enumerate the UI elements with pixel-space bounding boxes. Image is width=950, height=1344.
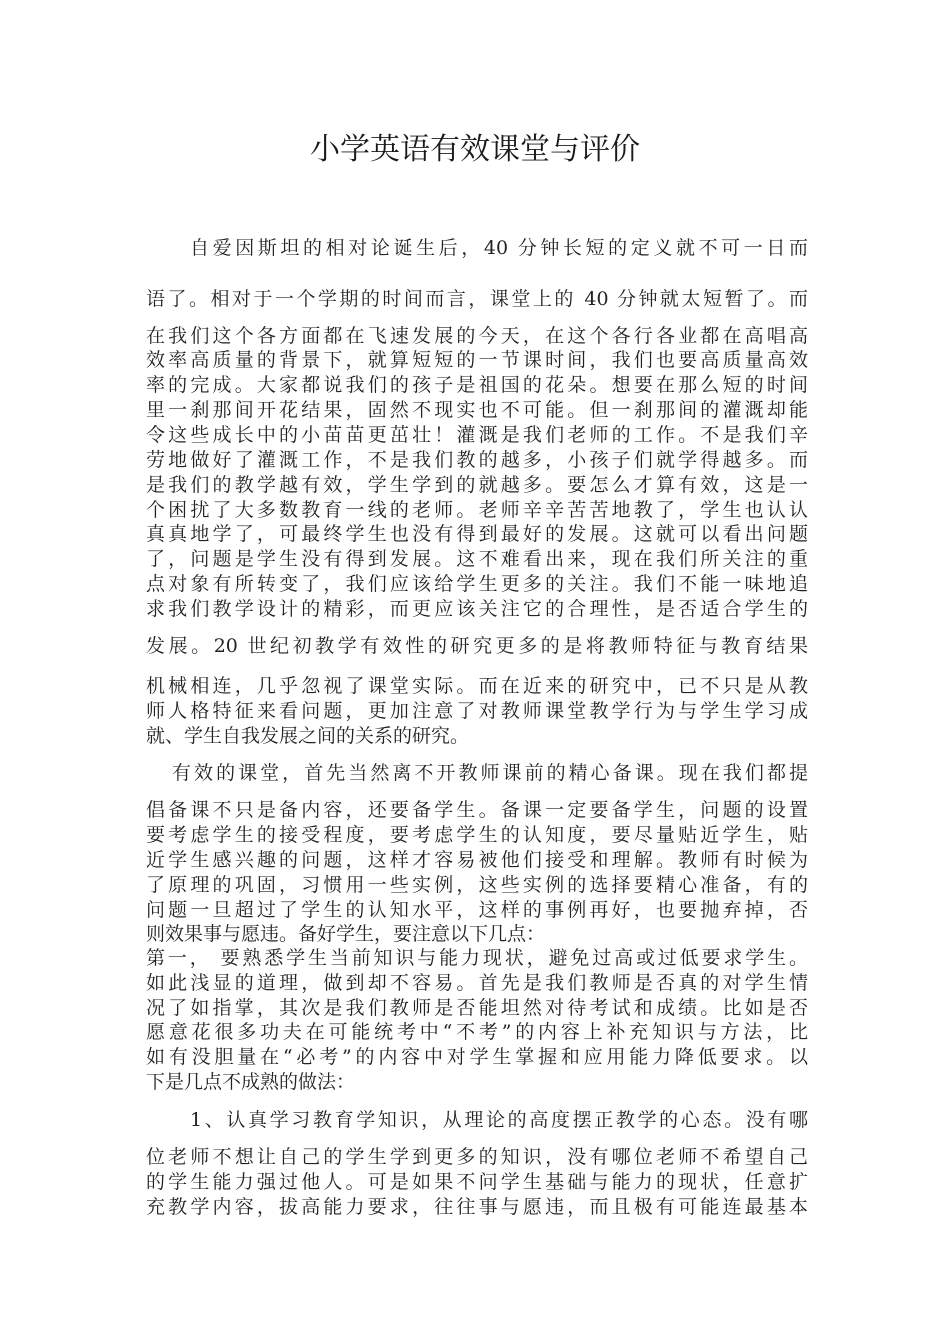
paragraph-line: 师人格特征来看问题，更加注意了对教师课堂教学行为与学生学习成 xyxy=(146,700,808,722)
paragraph-line: 的学生能力强过他人。可是如果不问学生基础与能力的现状，任意扩 xyxy=(146,1171,808,1193)
paragraph-line: 里一刹那间开花结果，固然不现实也不可能。但一刹那间的灌溉却能 xyxy=(146,399,808,421)
paragraph-line: 了原理的巩固，习惯用一些实例，这些实例的选择要精心准备，有的 xyxy=(146,874,808,896)
document-title: 小学英语有效课堂与评价 xyxy=(310,132,640,167)
paragraph-line: 自爱因斯坦的相对论诞生后，40 分钟长短的定义就不可一日而 xyxy=(190,237,808,259)
paragraph-line: 就、学生自我发展之间的关系的研究。 xyxy=(146,725,470,747)
paragraph-line: 效率高质量的背景下，就算短短的一节课时间，我们也要高质量高效 xyxy=(146,349,808,371)
paragraph-line: 劳地做好了灌溉工作，不是我们教的越多，小孩子们就学得越多。而 xyxy=(146,449,808,471)
paragraph-line: 愿意花很多功夫在可能统考中“不考”的内容上补充知识与方法，比 xyxy=(146,1021,808,1043)
paragraph-line: 况了如指掌，其次是我们教师是否能坦然对待考试和成绩。比如是否 xyxy=(146,997,808,1019)
paragraph-line: 充教学内容，拔高能力要求，往往事与愿违，而且极有可能连最基本 xyxy=(146,1196,808,1218)
paragraph-line: 求我们教学设计的精彩，而更应该关注它的合理性，是否适合学生的 xyxy=(146,598,808,620)
paragraph-line: 点对象有所转变了，我们应该给学生更多的关注。我们不能一味地追 xyxy=(146,573,808,595)
paragraph-line: 位老师不想让自己的学生学到更多的知识，没有哪位老师不希望自己 xyxy=(146,1146,808,1168)
paragraph-line: 了，问题是学生没有得到发展。这不难看出来，现在我们所关注的重 xyxy=(146,548,808,570)
paragraph-line: 有效的课堂，首先当然离不开教师课前的精心备课。现在我们都提 xyxy=(172,762,808,784)
paragraph-line: 令这些成长中的小苗苗更茁壮！灌溉是我们老师的工作。不是我们辛 xyxy=(146,424,808,446)
paragraph-line: 问题一旦超过了学生的认知水平，这样的事例再好，也要抛弃掉，否 xyxy=(146,899,808,921)
paragraph-line: 则效果事与愿违。备好学生，要注意以下几点： xyxy=(146,923,546,945)
paragraph-line: 发展。20 世纪初教学有效性的研究更多的是将教师特征与教育结果 xyxy=(146,635,808,657)
paragraph-line: 要考虑学生的接受程度，要考虑学生的认知度，要尽量贴近学生，贴 xyxy=(146,824,808,846)
paragraph-line: 近学生感兴趣的问题，这样才容易被他们接受和理解。教师有时候为 xyxy=(146,849,808,871)
paragraph-line: 下是几点不成熟的做法： xyxy=(146,1071,356,1093)
paragraph-line: 是我们的教学越有效，学生学到的就越多。要怎么才算有效，这是一 xyxy=(146,474,808,496)
paragraph-line: 率的完成。大家都说我们的孩子是祖国的花朵。想要在那么短的时间 xyxy=(146,374,808,396)
paragraph-line: 倡备课不只是备内容，还要备学生。备课一定要备学生，问题的设置 xyxy=(146,799,808,821)
paragraph-line: 语了。相对于一个学期的时间而言，课堂上的 40 分钟就太短暂了。而 xyxy=(146,288,808,310)
paragraph-line: 机械相连，几乎忽视了课堂实际。而在近来的研究中，已不只是从教 xyxy=(146,675,808,697)
paragraph-line: 如此浅显的道理，做到却不容易。首先是我们教师是否真的对学生情 xyxy=(146,972,808,994)
paragraph-line: 1、认真学习教育学知识，从理论的高度摆正教学的心态。没有哪 xyxy=(190,1109,808,1131)
paragraph-line: 在我们这个各方面都在飞速发展的今天，在这个各行各业都在高唱高 xyxy=(146,325,808,347)
paragraph-line: 如有没胆量在“必考”的内容中对学生掌握和应用能力降低要求。以 xyxy=(146,1046,808,1068)
paragraph-line: 个困扰了大多数教育一线的老师。老师辛辛苦苦地教了，学生也认认 xyxy=(146,499,808,521)
paragraph-line: 真真地学了，可最终学生也没有得到最好的发展。这就可以看出问题 xyxy=(146,523,808,545)
paragraph-line: 第一， 要熟悉学生当前知识与能力现状，避免过高或过低要求学生。 xyxy=(146,947,808,969)
